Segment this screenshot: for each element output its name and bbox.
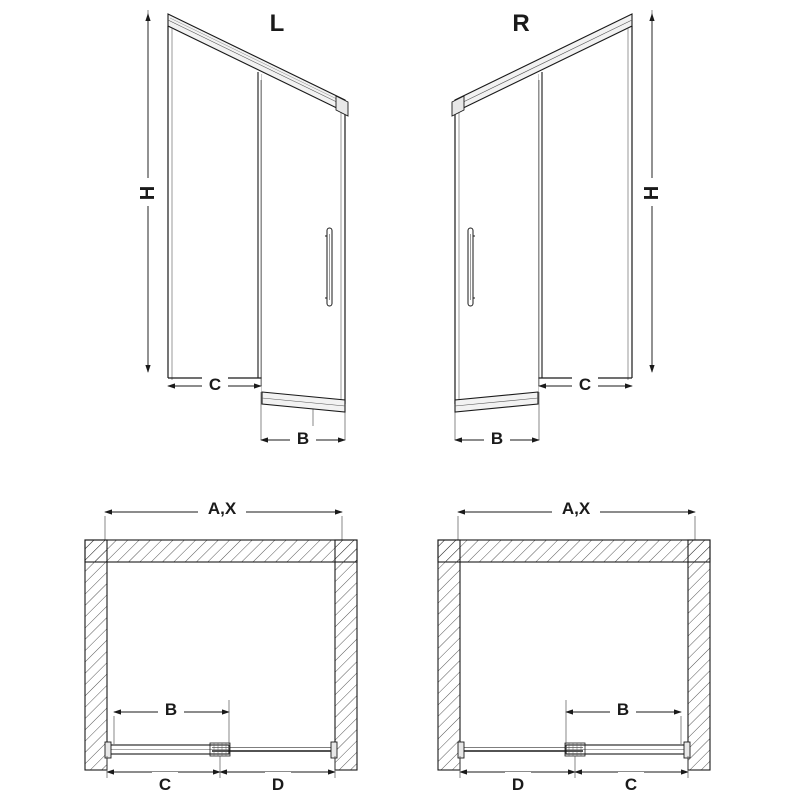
plan-right-label-AX: A,X <box>561 499 591 518</box>
elevation-left-label-H: H <box>137 185 159 201</box>
plan-right-label-D: D <box>511 775 525 794</box>
elevation-left-label-C: C <box>208 375 222 394</box>
plan-left-label-AX: A,X <box>207 499 237 518</box>
plan-right-label-C: C <box>624 775 638 794</box>
plan-right-label-B: B <box>616 700 630 719</box>
plan-left-label-C: C <box>158 775 172 794</box>
elevation-right-sliding-door <box>452 74 538 412</box>
elevation-right-label-B: B <box>490 429 504 448</box>
elevation-left-hand-label: L <box>269 10 285 37</box>
elevation-right-hand-label: R <box>512 10 530 37</box>
elevation-left-label-B: B <box>296 429 310 448</box>
plan-left-label-D: D <box>271 775 285 794</box>
elevation-left-sliding-door <box>262 74 348 412</box>
elevation-right-label-H: H <box>641 185 663 201</box>
elevation-right-label-C: C <box>578 375 592 394</box>
plan-left-label-B: B <box>164 700 178 719</box>
